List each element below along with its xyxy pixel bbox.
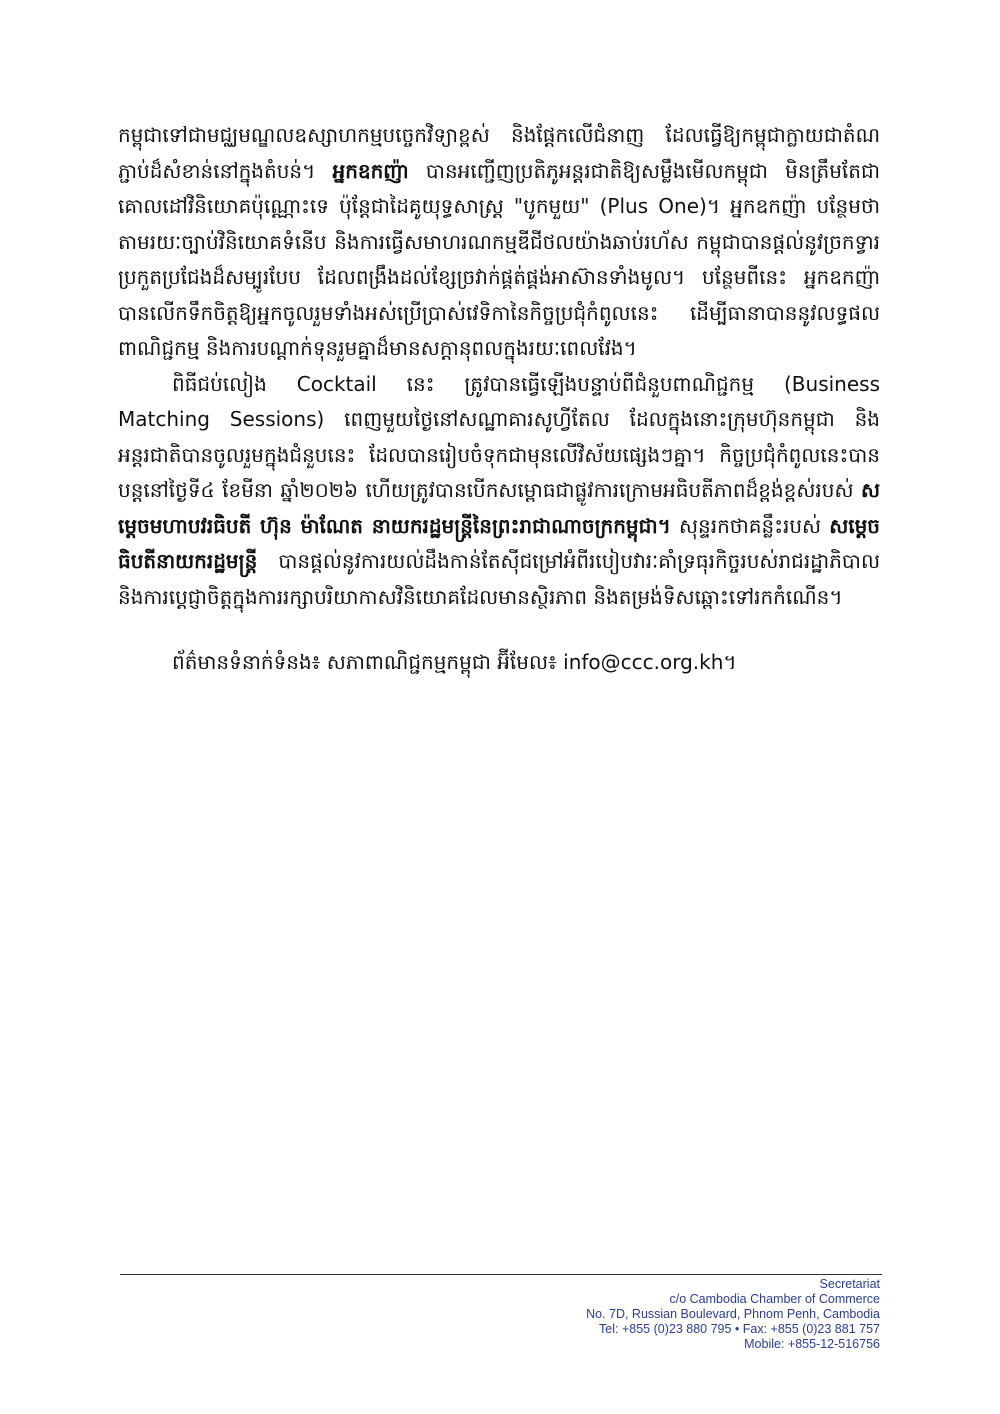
body-text	[118, 118, 880, 681]
footer-phone-fax: Tel: +855 (0)23 880 795 • Fax: +855 (0)23 881 757	[599, 1322, 880, 1336]
paragraph-2-text-a: ពិធីជប់លៀង Cocktail នេះ ត្រូវបានធ្វើឡើងបន្ទាប់ពីជំនួបពាណិជ្ជកម្ម (Business Matching Sessions) ពេញមួយថ្ងៃនៅសណ្ឋាគារសូហ្វីតែល ដែលក្នុងនោះក្រុមហ៊ុនកម្ពុជា និងអន្តរជាតិបានចូលរួមក្នុងជំនួបនេះ ដែលបានរៀបចំទុកជាមុនលើវិស័យផ្សេងៗគ្នា។ កិច្ចប្រជុំកំពូលនេះបានបន្តនៅថ្ងៃទី៤ ខែមីនា ឆ្នាំ២០២៦ ហើយត្រូវបានបើកសម្ពោធជាផ្លូវការក្រោមអធិបតីភាពដ៏ខ្ពង់ខ្ពស់របស់	[118, 371, 880, 502]
paragraph-1	[118, 118, 880, 367]
paragraph-1-text-b: បានអញ្ជើញប្រតិភូអន្តរជាតិឱ្យសម្លឹងមើលកម្ពុជា មិនត្រឹមតែជាគោលដៅវិនិយោគប៉ុណ្ណោះទេ ប៉ុន្តែជាដៃគូយុទ្ធសាស្ត្រ "បូកមួយ" (Plus One)។ អ្នកឧកញ៉ា បន្ថែមថា តាមរយៈច្បាប់វិនិយោគទំនើប និងការធ្វើសមាហរណកម្មឌីជីថលយ៉ាងឆាប់រហ័ស កម្ពុជាបានផ្តល់នូវច្រកទ្វារប្រកួតប្រជែងដ៏សម្បូរបែប ដែលពង្រឹងដល់ខ្សែច្រវាក់ផ្គត់ផ្គង់អាស៊ានទាំងមូល។ បន្ថែមពីនេះ អ្នកឧកញ៉ា បានលើកទឹកចិត្តឱ្យអ្នកចូលរួមទាំងអស់ប្រើប្រាស់វេទិកានៃកិច្ចប្រជុំកំពូលនេះ ដើម្បីធានាបាននូវលទ្ធផលពាណិជ្ជកម្ម និងការបណ្តាក់ទុនរួមគ្នាដ៏មានសក្តានុពលក្នុងរយៈពេលវែង។	[118, 158, 880, 360]
footer-address	[180, 1277, 880, 1352]
paragraph-2	[118, 367, 880, 616]
footer-address-line: No. 7D, Russian Boulevard, Phnom Penh, Cambodia	[586, 1307, 880, 1321]
contact-info: ព័ត៌មានទំនាក់ទំនង៖ សភាពាណិជ្ជកម្មកម្ពុជា អ៊ីមែល៖ info@ccc.org.kh។	[172, 650, 737, 674]
paragraph-2-bold-prime-minister: សម្តេចមហាបវរធិបតី ហ៊ុន ម៉ាណែត នាយករដ្ឋមន្ត្រីនៃព្រះរាជាណាចក្រកម្ពុជា។	[118, 478, 880, 538]
footer-secretariat: Secretariat	[819, 1277, 880, 1291]
paragraph-2-bold-pm-title: សម្តេចធិបតីនាយករដ្ឋមន្ត្រី	[118, 513, 880, 573]
paragraph-2-text-b: សុន្ទរកថាគន្លឹះរបស់	[670, 513, 830, 538]
paragraph-2-text-c: បានផ្តល់នូវការយល់ដឹងកាន់តែស៊ីជម្រៅអំពីរបៀបវារៈគាំទ្រធុរកិច្ចរបស់រាជរដ្ឋាភិបាល និងការប្តេជ្ញាចិត្តក្នុងការរក្សាបរិយាកាសវិនិយោគដែលមានស្ថិរភាព និងតម្រង់ទិសឆ្ពោះទៅរកកំណើន។	[118, 549, 880, 609]
paragraph-1-text-a: កម្ពុជាទៅជាមជ្ឈមណ្ឌលឧស្សាហកម្មបច្ចេកវិទ្យាខ្ពស់ និងផ្តែកលើជំនាញ ដែលធ្វើឱ្យកម្ពុជាក្លាយជាតំណភ្ជាប់ដ៏សំខាន់នៅក្នុងតំបន់។	[118, 123, 880, 183]
footer-organization: c/o Cambodia Chamber of Commerce	[669, 1292, 880, 1306]
paragraph-1-bold-title: អ្នកឧកញ៉ា	[332, 158, 409, 183]
footer-divider	[120, 1274, 882, 1275]
footer-mobile: Mobile: +855-12-516756	[744, 1337, 880, 1351]
